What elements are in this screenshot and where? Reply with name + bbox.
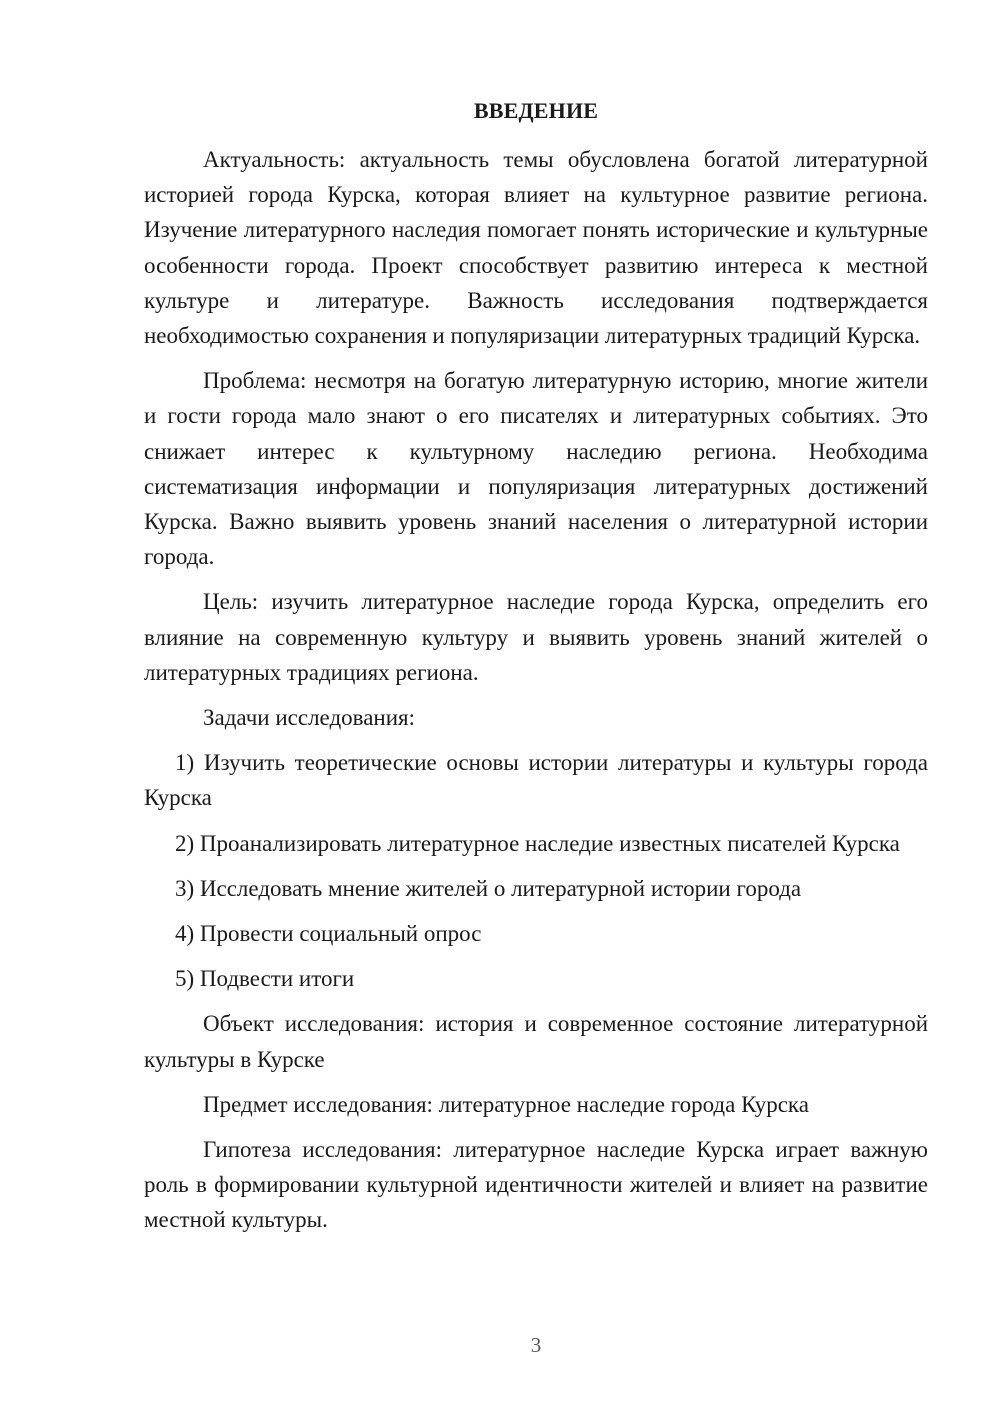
paragraph-object: Объект исследования: история и современное состояние литературной культуры в Курске [144,1011,928,1072]
page-title: ВВЕДЕНИЕ [473,98,599,123]
paragraph-relevance: Актуальность: актуальность темы обусловлена богатой литературной историей города Курска, которая влияет на культурное развитие региона. Изучение литературного наследия помогает понять исторические и культурные особенности города. Проект способствует развитию интереса к местной культуре и литературе. Важность исследования подтверждается необходимостью сохранения и популяризации литературных традиций Курска. [144,147,928,349]
tasks-heading: Задачи исследования: [203,705,416,731]
task-item: 4) Провести социальный опрос [175,921,482,947]
paragraph-hypothesis: Гипотеза исследования: литературное наследие Курска играет важную роль в формировании культурной идентичности жителей и влияет на развитие местной культуры. [144,1137,928,1233]
paragraph-subject: Предмет исследования: литературное наследие города Курска [203,1091,809,1117]
task-item: 2) Проанализировать литературное наследие известных писателей Курска [175,830,900,856]
paragraph-goal: Цель: изучить литературное наследие города Курска, определить его влияние на современную культуру и выявить уровень знаний жителей о литературных традициях региона. [144,589,928,685]
page-number: 3 [530,1333,542,1357]
paragraph-problem: Проблема: несмотря на богатую литературную историю, многие жители и гости города мало знают о его писателях и литературных событиях. Это снижает интерес к культурному наследию региона. Необходима систематизация информации и популяризация литературных достижений Курска. Важно выявить уровень знаний населения о литературной истории города. [144,368,928,570]
task-item: 5) Подвести итоги [175,966,355,992]
task-item: 1) Изучить теоретические основы истории литературы и культуры города Курска [144,750,928,811]
document-page [144,95,928,1248]
task-item: 3) Исследовать мнение жителей о литературной истории города [175,875,802,901]
